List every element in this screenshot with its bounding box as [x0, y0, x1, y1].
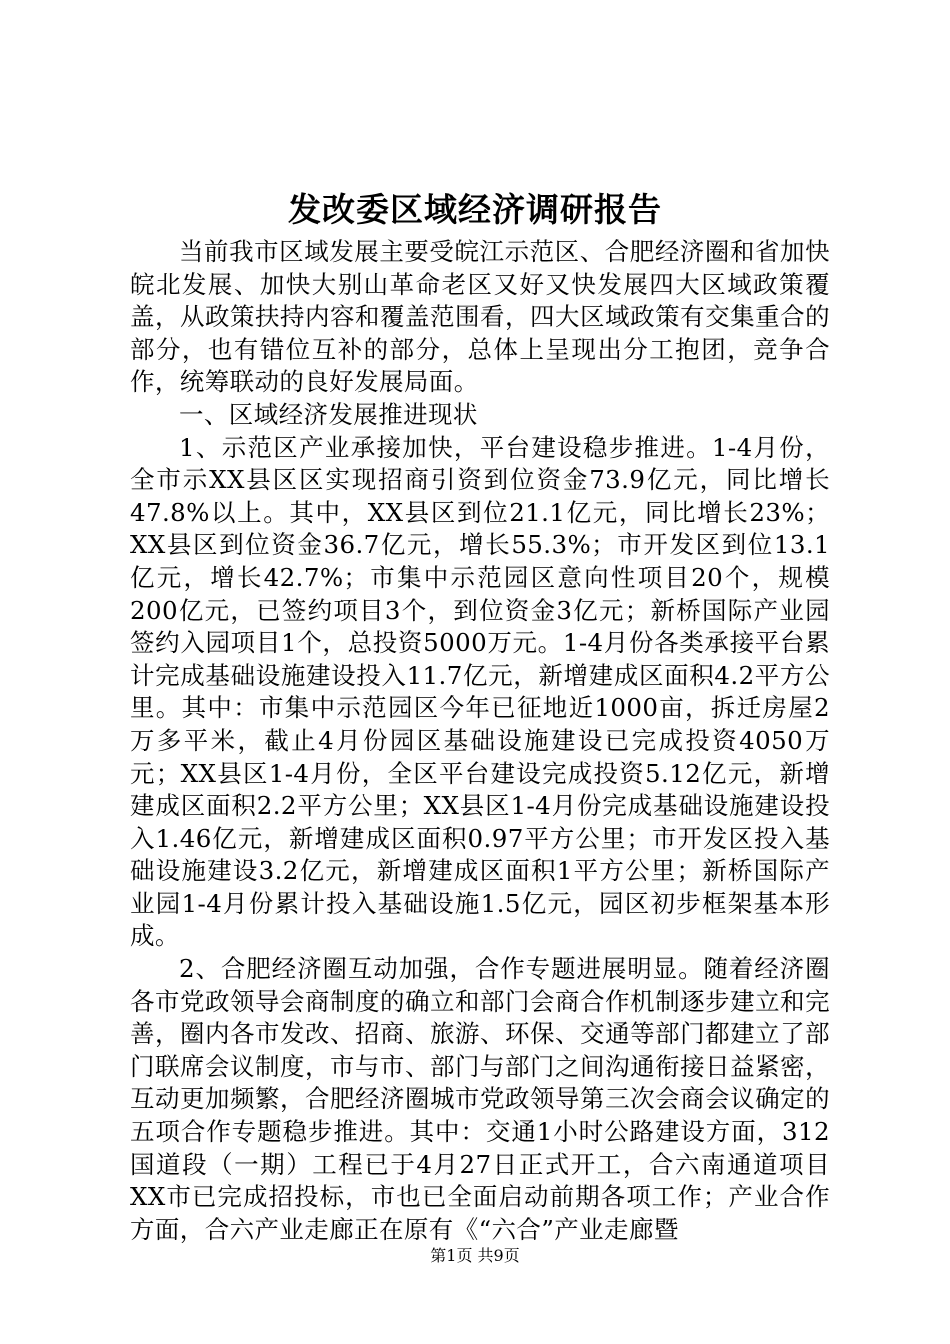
- paragraph-hefei-economic-circle: 2、合肥经济圈互动加强，合作专题进展明显。随着经济圈各市党政领导会商制度的确立和部门会商合作机制逐步建立和完善，圈内各市发改、招商、旅游、环保、交通等部门都建立了部门联席会议制度，市与市、部门与部门之间沟通衔接日益紧密，互动更加频繁，合肥经济圈城市党政领导第三次会商会议确定的五项合作专题稳步推进。其中：交通1小时公路建设方面，312国道段（一期）工程已于4月27日正式开工，合六南通道项目XX市已完成招投标，市也已全面启动前期各项工作；产业合作方面，合六产业走廊正在原有《“六合”产业走廊暨: [130, 954, 830, 1244]
- document-body: [130, 236, 830, 1246]
- document-title: 发改委区域经济调研报告: [288, 190, 662, 229]
- paragraph-demonstration-zone: 1、示范区产业承接加快，平台建设稳步推进。1-4月份，全市示XX县区区实现招商引资到位资金73.9亿元，同比增长47.8%以上。其中，XX县区到位21.1亿元，同比增长23%；XX县区到位资金36.7亿元，增长55.3%；市开发区到位13.1亿元，增长42.7%；市集中示范园区意向性项目20个，规模200亿元，已签约项目3个，到位资金3亿元；新桥国际产业园签约入园项目1个，总投资5000万元。1-4月份各类承接平台累计完成基础设施建设投入11.7亿元，新增建成区面积4.2平方公里。其中：市集中示范园区今年已征地近1000亩，拆迁房屋2万多平米，截止4月份园区基础设施建设已完成投资4050万元；XX县区1-4月份，全区平台建设完成投资5.12亿元，新增建成区面积2.2平方公里；XX县区1-4月份完成基础设施建设投入1.46亿元，新增建成区面积0.97平方公里；市开发区投入基础设施建设3.2亿元，新增建成区面积1平方公里；新桥国际产业园1-4月份累计投入基础设施1.5亿元，园区初步框架基本形成。: [130, 432, 830, 951]
- section-heading: 一、区域经济发展推进现状: [179, 399, 478, 429]
- intro-paragraph: 当前我市区域发展主要受皖江示范区、合肥经济圈和省加快皖北发展、加快大别山革命老区又好又快发展四大区域政策覆盖，从政策扶持内容和覆盖范围看，四大区域政策有交集重合的部分，也有错位互补的部分，总体上呈现出分工抱团，竞争合作，统筹联动的良好发展局面。: [130, 237, 830, 397]
- page-number-footer: 第1页 共9页: [430, 1246, 520, 1265]
